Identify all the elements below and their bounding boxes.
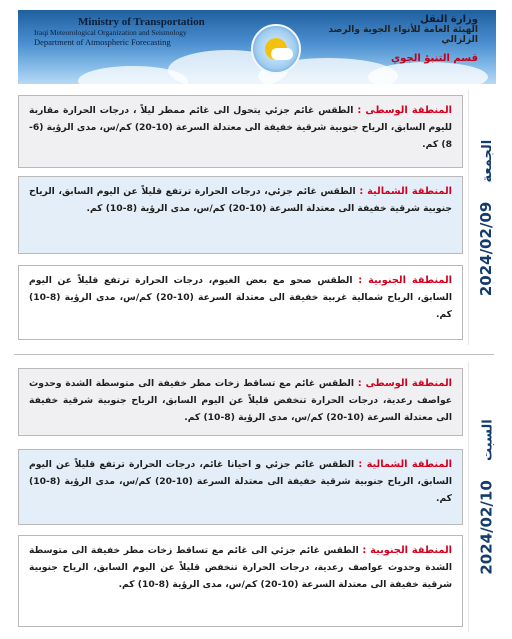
date-value: 2024/02/09	[477, 201, 496, 296]
region-label: المنطقة الشمالية :	[359, 186, 453, 197]
cloud-shape	[368, 62, 488, 84]
day-name: الجمعة	[480, 139, 496, 182]
forecast-box-day1-north	[18, 176, 463, 254]
date-value: 2024/02/10	[477, 480, 496, 575]
forecast-box-day1-south	[18, 265, 463, 340]
day-name: السبت	[480, 419, 496, 461]
region-label: المنطقة الوسطى :	[357, 378, 452, 389]
forecast-box-day2-central	[18, 368, 463, 436]
organization-name-en: Iraqi Meteorological Organization and Seismology	[34, 28, 187, 37]
forecast-box-day2-south	[18, 535, 463, 627]
date-label-day2	[478, 419, 496, 574]
department-name-en: Department of Atmospheric Forecasting	[34, 37, 171, 47]
ministry-name-en: Ministry of Transportation	[78, 16, 205, 28]
day-divider	[14, 354, 494, 355]
forecast-text: الطقس صحو مع بعض الغيوم، درجات الحرارة ترتفع قليلاً عن اليوم السابق، الرياح شمالية غربية خفيفة الى معتدلة السرعة (10-20) كم/س، مدى الرؤية (8-10) كم.	[29, 275, 452, 320]
forecast-text: الطقس غائم مع تساقط زخات مطر خفيفة الى متوسطة الشدة وحدوث عواصف رعدية، درجات الحرارة تنخفض قليلاً عن اليوم السابق، الرياح جنوبية شرقية خفيفة الى معتدلة السرعة (10-20) كم/س، مدى الرؤية (8-10) كم.	[29, 378, 452, 423]
organization-name-ar: الهيئة العامة للأنواء الجوية والرصد الزلزالي	[328, 25, 478, 45]
cloud-icon	[271, 48, 293, 60]
date-label-day1	[478, 139, 496, 295]
region-label: المنطقة الجنوبية :	[362, 545, 452, 556]
date-bar-day2	[468, 362, 504, 632]
region-label: المنطقة الوسطى :	[357, 105, 452, 116]
forecast-text: الطقس غائم جزئي يتحول الى غائم ممطر ليلاً ، درجات الحرارة مقاربة لليوم السابق، الرياح جنوبية شرقية خفيفة الى معتدلة السرعة (10-20) كم/س، مدى الرؤية (6-8) كم.	[29, 105, 452, 150]
organization-logo	[251, 24, 301, 74]
forecast-text: الطقس غائم جزئي و احيانا غائم، درجات الحرارة ترتفع قليلاً عن اليوم السابق، الرياح جنوبية شرقية خفيفة الى معتدلة السرعة (10-20) كم/س، مدى الرؤية (8-10) كم.	[29, 459, 452, 504]
department-name-ar: قسم التنبؤ الجوي	[390, 53, 478, 64]
forecast-box-day1-central	[18, 95, 463, 168]
header-arabic	[308, 14, 478, 64]
region-label: المنطقة الجنوبية :	[358, 275, 452, 286]
forecast-text: الطقس غائم جزئي، درجات الحرارة ترتفع قليلاً عن اليوم السابق، الرياح جنوبية شرقية خفيفة الى معتدلة السرعة (10-20) كم/س، مدى الرؤية (8-10) كم.	[29, 186, 452, 214]
header-banner	[18, 10, 496, 84]
forecast-text: الطقس غائم جزئي الى غائم مع تساقط زخات مطر خفيفة الى متوسطة الشدة وحدوث عواصف رعدية، درجات الحرارة تنخفض قليلاً عن اليوم السابق، الرياح جنوبية شرقية خفيفة الى معتدلة السرعة (10-20) كم/س، مدى الرؤية (8-10) كم.	[29, 545, 452, 590]
header-english	[34, 16, 224, 47]
region-label: المنطقة الشمالية :	[358, 459, 452, 470]
forecast-box-day2-north	[18, 449, 463, 525]
ministry-name-ar: وزارة النقل	[420, 14, 478, 25]
date-bar-day1	[468, 90, 504, 345]
